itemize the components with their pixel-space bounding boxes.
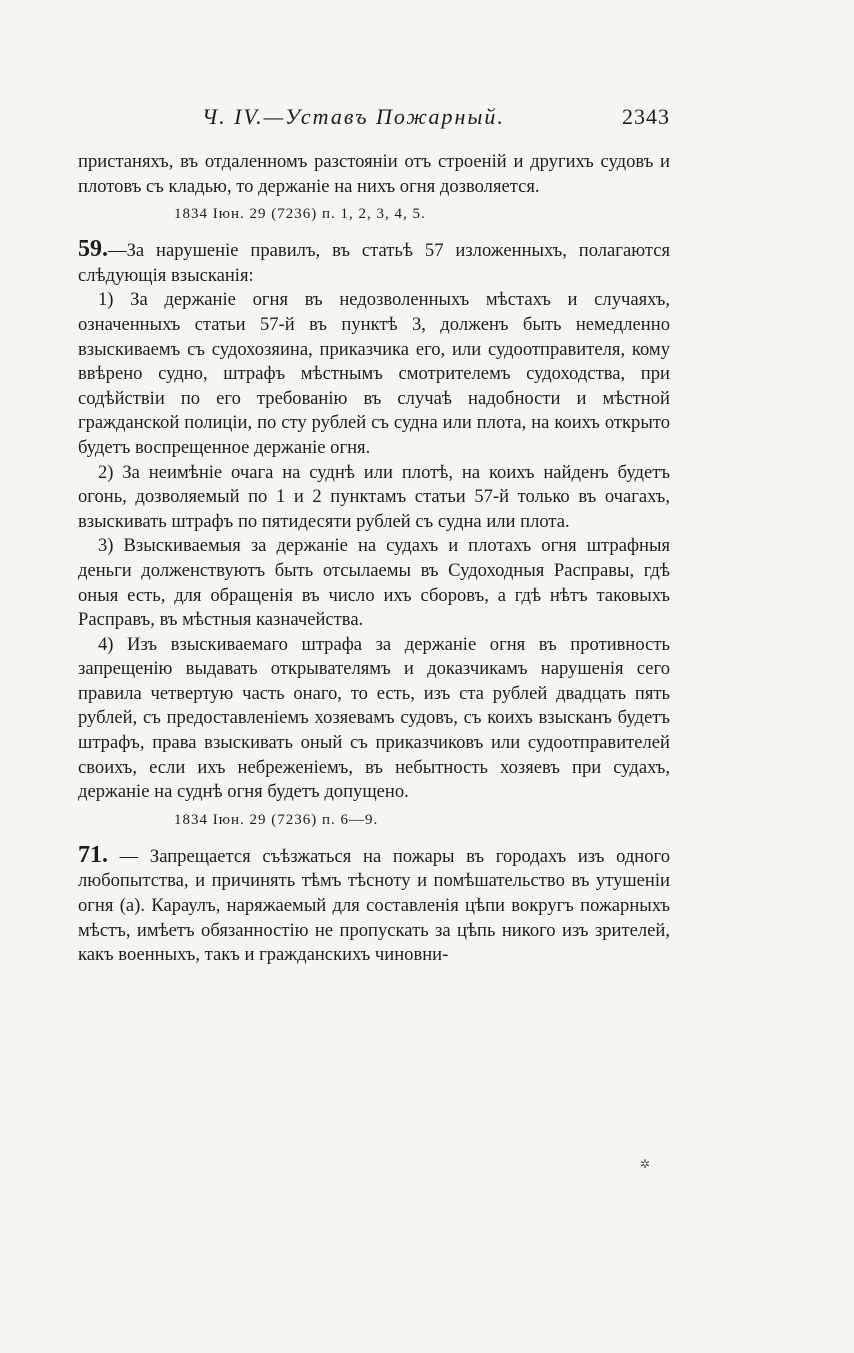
article-item-2: 2) За неимѣніе очага на суднѣ или плотѣ, на коихъ найденъ будетъ огонь, дозволяемый по 1 и 2 пунктамъ статьи 57-й только въ очагахъ, взыскивать штрафъ по пятидесяти рублей съ судна или плота. — [78, 461, 670, 532]
citation: 1834 Іюн. 29 (7236) п. 1, 2, 3, 4, 5. — [174, 206, 426, 223]
document-page — [78, 0, 670, 1353]
body-text — [78, 150, 670, 968]
citation: 1834 Іюн. 29 (7236) п. 6—9. — [174, 811, 379, 828]
article-number: 71. — [78, 841, 108, 868]
article-59 — [78, 237, 670, 288]
article-item-4: 4) Изъ взыскиваемаго штрафа за держаніе огня въ противность запрещенію выдавать открывателямъ и доказчикамъ нарушенія сего правила четвертую часть онаго, то есть, изъ ста рублей двадцать пять рублей, съ предоставленіемъ хозяевамъ судовъ, съ коихъ взысканъ будетъ штрафъ, права взыскивать оный съ приказчиковъ или судоотправителей своихъ, если ихъ небреженіемъ, въ небытность хозяевъ при судахъ, держаніе на суднѣ огня будетъ допущено. — [78, 633, 670, 803]
paragraph-continuation: пристаняхъ, въ отдаленномъ разстояніи отъ строеній и другихъ судовъ и плотовъ съ кладью, то держаніе на нихъ огня дозволяется. — [78, 151, 670, 197]
article-number: 59. — [78, 236, 108, 263]
article-71 — [78, 843, 670, 968]
running-title: Ч. IV.—Уставъ Пожарный. — [202, 104, 505, 129]
article-item-1: 1) За держаніе огня въ недозволенныхъ мѣстахъ и случаяхъ, означенныхъ статьи 57-й въ пунктѣ 3, долженъ быть немедленно взыскиваемъ съ судохозяина, приказчика его, или судоотправителя, кому ввѣрено судно, штрафъ мѣстнымъ смотрителемъ судоходства, при содѣйствіи по его требованію въ случаѣ надобности и мѣстной гражданской полиціи, по сту рублей съ судна или плота, на коихъ открыто будетъ воспрещенное держаніе огня. — [78, 289, 670, 458]
article-text: —За нарушеніе правилъ, въ статьѣ 57 изложенныхъ, полагаются слѣдующія взысканія: — [78, 240, 670, 286]
printer-mark-icon: ✲ — [640, 1157, 651, 1171]
page-number: 2343 — [622, 104, 670, 129]
page-header — [78, 104, 670, 134]
article-item-3: 3) Взыскиваемыя за держаніе на судахъ и плотахъ огня штрафныя деньги долженствуютъ быть отсылаемы въ Судоходныя Расправы, гдѣ оныя есть, для обращенія въ число ихъ сборовъ, а гдѣ нѣтъ таковыхъ Расправъ, въ мѣстныя казначейства. — [78, 535, 670, 631]
article-text: — Запрещается съѣзжаться на пожары въ городахъ изъ одного любопытства, и причинять тѣмъ тѣсноту и помѣшательство въ утушеніи огня (а). Караулъ, наряжаемый для составленія цѣпи вокругъ пожарныхъ мѣстъ, имѣетъ обязанностію не пропускать за цѣпь никого изъ зрителей, какъ военныхъ, такъ и гражданскихъ чиновни- — [78, 845, 670, 966]
